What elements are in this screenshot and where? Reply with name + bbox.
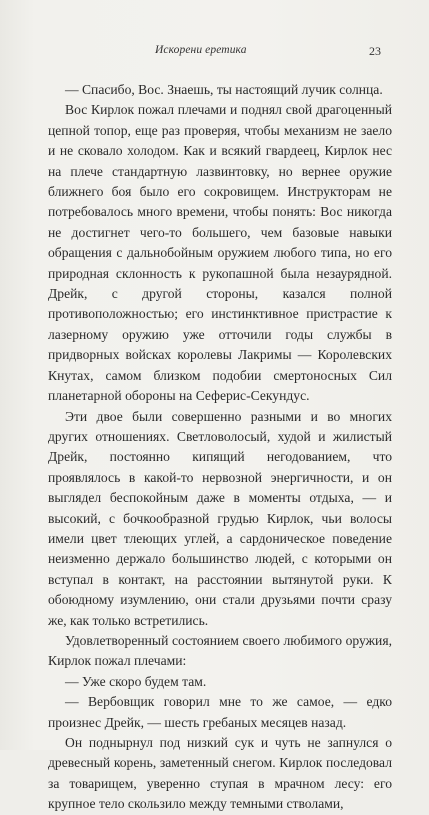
paragraph: Эти двое были совершенно разными и во многих других отношениях. Светловолосый, худой и жилистый Дрейк, постоянно кипящий негодованием, что проявлялось в какой-то нервозной энергичности, и он выглядел беспокойным даже в моменты отдыха, — и высокий, с бочкообразной грудью Кирлок, чьи волосы имели цвет тлеющих углей, а сардоническое поведение неизменно держало большинство людей, с которыми он вступал в контакт, на расстоянии вытянутой руки. К обоюдному изумлению, они стали друзьями почти сразу же, как только встретились. [48,408,392,628]
page-number: 23 [369,44,381,58]
paragraph: — Спасибо, Вос. Знаешь, ты настоящий лучик солнца. [65,82,383,97]
running-title: Искорени еретика [155,44,247,56]
running-head [60,44,381,60]
paragraph: Вос Кирлок пожал плечами и поднял свой драгоценный цепной топор, еще раз проверяя, чтобы механизм не заело и не сковало холодом. Как и всякий гвардеец, Кирлок нес на плече стандартную лазвинтовку, но вернее оружие ближнего боя было его сокровищем. Инструкторам не потребовалось много времени, чтобы понять: Вос никогда не достигнет чего-то большего, чем базовые навыки обращения с дальнобойным оружием любого типа, но его природная склонность к рукопашной была незаурядной. Дрейк, с другой стороны, казался полной противоположностью; его инстинктивное пристрастие к лазерному оружию уже отточили годы службы в придворных войсках королевы Лакримы — Королевских Кнутах, самом близком подобии смертоносных Сил планетарной обороны на Сеферис-Секундус. [48,102,392,404]
body-text [48,80,392,815]
paragraph: Он поднырнул под низкий сук и чуть не запнулся о древесный корень, заметенный снегом. Кирлок последовал за товарищем, уверенно ступая в мрачном лесу: его крупное тело скользило между темными стволами, [48,735,392,812]
paragraph: Удовлетворенный состоянием своего любимого оружия, Кирлок пожал плечами: [48,632,392,669]
paragraph: — Уже скоро будем там. [65,673,207,689]
paragraph: — Вербовщик говорил мне то же самое, — едко произнес Дрейк, — шесть гребаных месяцев назад. [48,694,392,730]
